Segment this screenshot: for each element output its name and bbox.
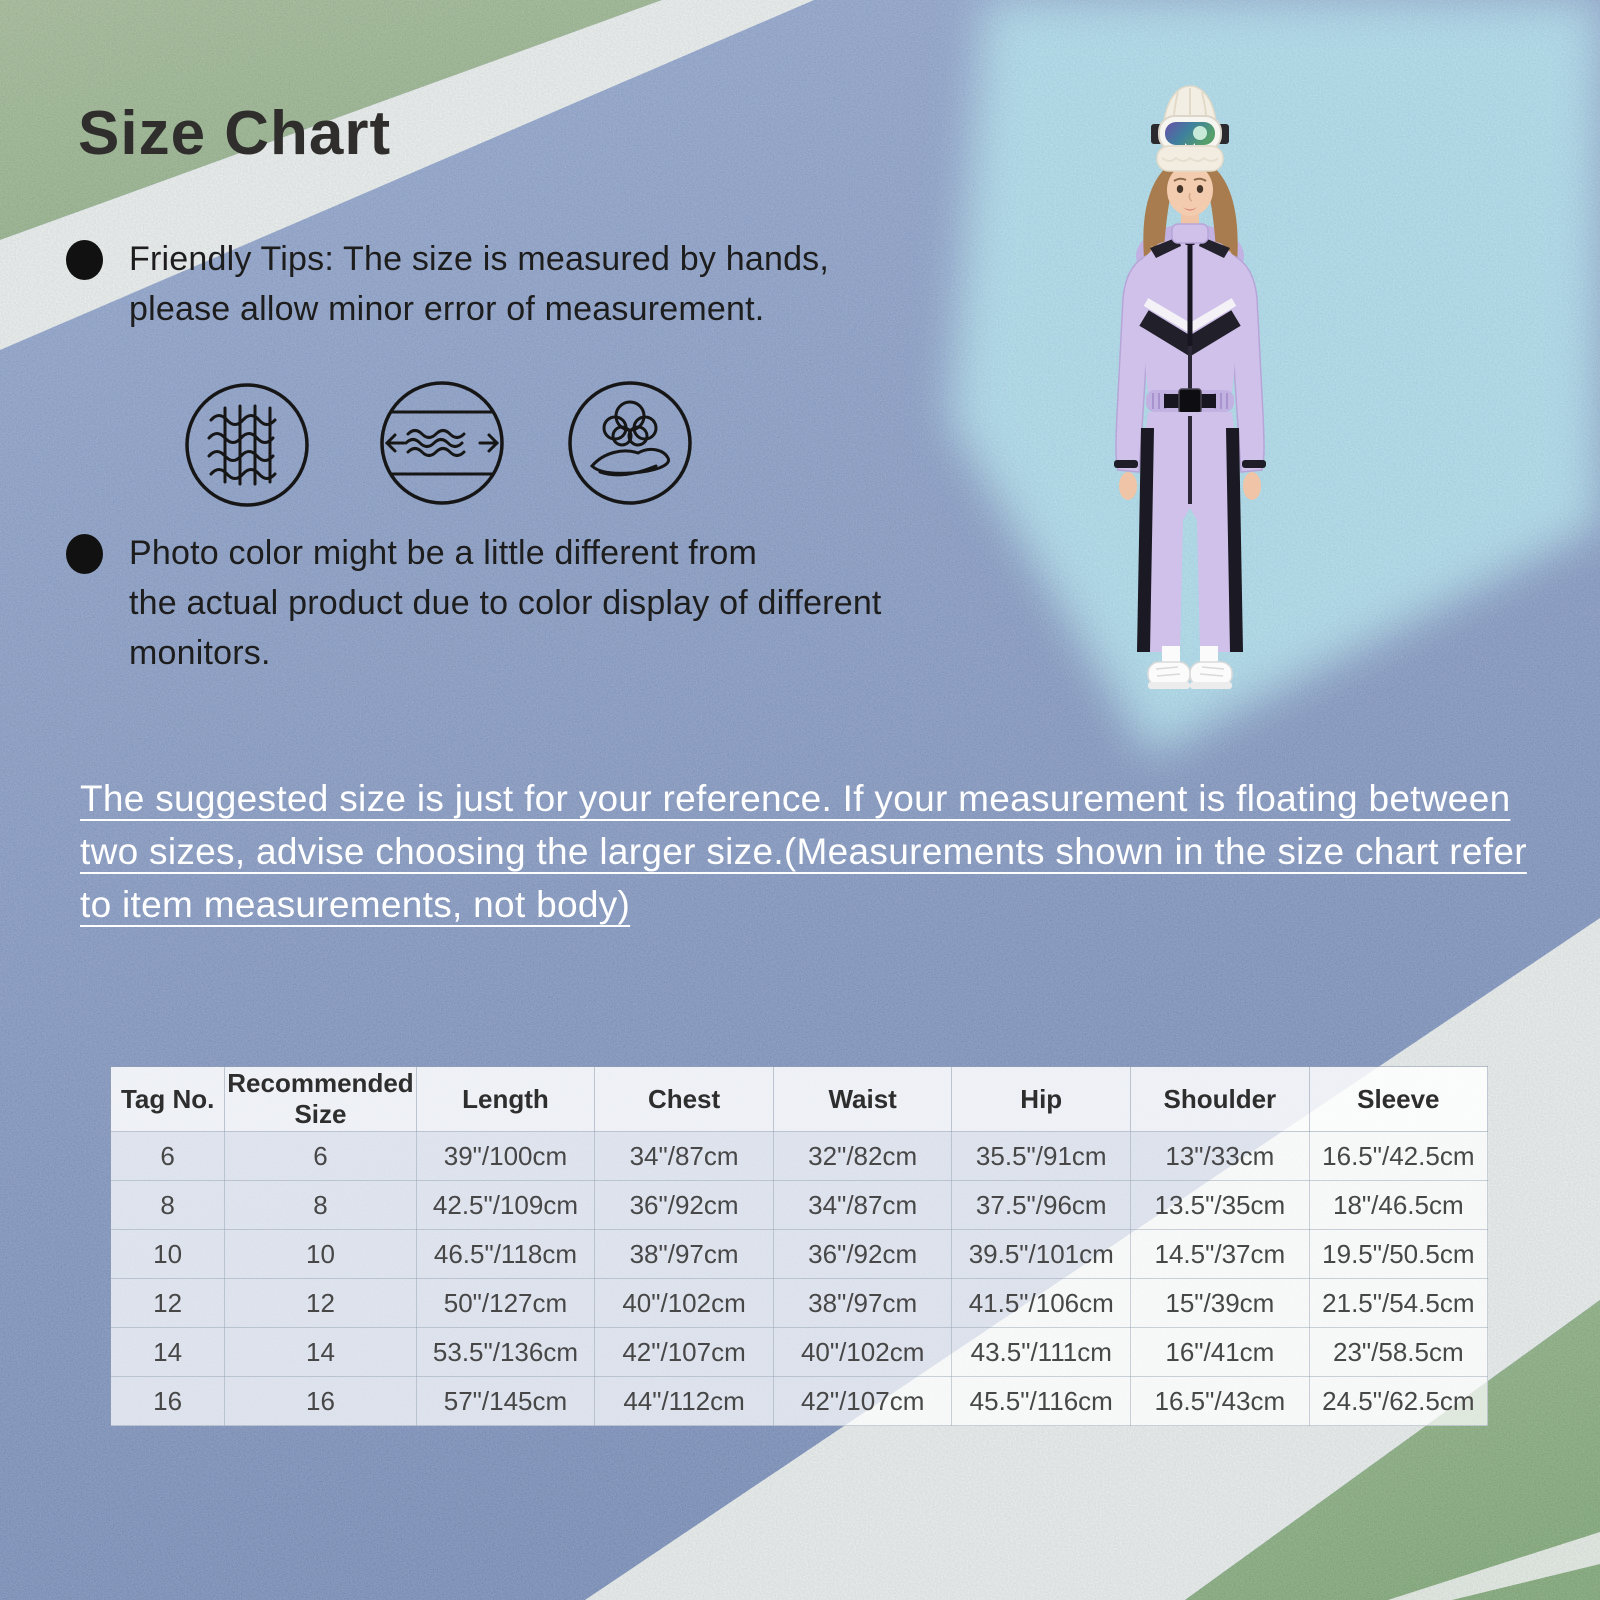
model-figure bbox=[1114, 86, 1266, 689]
bullet-dot-icon bbox=[66, 534, 103, 574]
column-header: Length bbox=[416, 1067, 595, 1132]
table-cell: 36"/92cm bbox=[595, 1181, 774, 1230]
tip-text bbox=[129, 234, 829, 334]
table-cell: 23"/58.5cm bbox=[1309, 1328, 1487, 1377]
table-row bbox=[111, 1279, 1488, 1328]
table-cell: 16.5"/42.5cm bbox=[1309, 1132, 1487, 1181]
table-cell: 8 bbox=[225, 1181, 416, 1230]
table-row bbox=[111, 1132, 1488, 1181]
table-cell: 39.5"/101cm bbox=[952, 1230, 1131, 1279]
table-cell: 14 bbox=[111, 1328, 225, 1377]
table-cell: 38"/97cm bbox=[595, 1230, 774, 1279]
table-cell: 43.5"/111cm bbox=[952, 1328, 1131, 1377]
table-cell: 38"/97cm bbox=[773, 1279, 952, 1328]
tip-item-measurement bbox=[66, 234, 829, 334]
table-cell: 8 bbox=[111, 1181, 225, 1230]
tip-line: please allow minor error of measurement. bbox=[129, 290, 765, 328]
fabric-weave-icon bbox=[187, 385, 307, 505]
table-header-row bbox=[111, 1067, 1488, 1132]
column-header: Recommended Size bbox=[225, 1067, 416, 1132]
tip-line: Photo color might be a little different from bbox=[129, 534, 758, 572]
column-header: Hip bbox=[952, 1067, 1131, 1132]
table-cell: 35.5"/91cm bbox=[952, 1132, 1131, 1181]
table-cell: 42"/107cm bbox=[773, 1377, 952, 1426]
table-cell: 16.5"/43cm bbox=[1131, 1377, 1310, 1426]
table-cell: 12 bbox=[111, 1279, 225, 1328]
size-note-line: to item measurements, not body) bbox=[80, 884, 631, 925]
table-cell: 19.5"/50.5cm bbox=[1309, 1230, 1487, 1279]
tip-line: the actual product due to color display of different bbox=[129, 584, 882, 622]
table-cell: 45.5"/116cm bbox=[952, 1377, 1131, 1426]
column-header: Tag No. bbox=[111, 1067, 225, 1132]
table-row bbox=[111, 1328, 1488, 1377]
column-header: Shoulder bbox=[1131, 1067, 1310, 1132]
table-cell: 46.5"/118cm bbox=[416, 1230, 595, 1279]
column-header: Waist bbox=[773, 1067, 952, 1132]
table-cell: 24.5"/62.5cm bbox=[1309, 1377, 1487, 1426]
cotton-soft-hand-icon bbox=[570, 383, 690, 503]
table-cell: 18"/46.5cm bbox=[1309, 1181, 1487, 1230]
table-cell: 14 bbox=[225, 1328, 416, 1377]
table-cell: 57"/145cm bbox=[416, 1377, 595, 1426]
table-cell: 40"/102cm bbox=[595, 1279, 774, 1328]
table-row bbox=[111, 1181, 1488, 1230]
column-header: Chest bbox=[595, 1067, 774, 1132]
column-header: Sleeve bbox=[1309, 1067, 1487, 1132]
tip-text bbox=[129, 528, 882, 678]
product-model-photo bbox=[1040, 66, 1340, 716]
table-cell: 10 bbox=[111, 1230, 225, 1279]
table-cell: 50"/127cm bbox=[416, 1279, 595, 1328]
size-note bbox=[80, 772, 1560, 931]
table-cell: 12 bbox=[225, 1279, 416, 1328]
breathable-stretch-icon bbox=[382, 383, 502, 503]
table-cell: 36"/92cm bbox=[773, 1230, 952, 1279]
size-note-line: The suggested size is just for your reference. If your measurement is floating between bbox=[80, 778, 1511, 819]
table-cell: 16"/41cm bbox=[1131, 1328, 1310, 1377]
size-table bbox=[110, 1066, 1488, 1426]
table-row bbox=[111, 1377, 1488, 1426]
table-cell: 15"/39cm bbox=[1131, 1279, 1310, 1328]
table-cell: 21.5"/54.5cm bbox=[1309, 1279, 1487, 1328]
table-cell: 6 bbox=[111, 1132, 225, 1181]
table-cell: 37.5"/96cm bbox=[952, 1181, 1131, 1230]
table-row bbox=[111, 1230, 1488, 1279]
table-cell: 42"/107cm bbox=[595, 1328, 774, 1377]
table-cell: 44"/112cm bbox=[595, 1377, 774, 1426]
tip-line: Friendly Tips: The size is measured by hands, bbox=[129, 240, 830, 278]
table-cell: 16 bbox=[111, 1377, 225, 1426]
page-title: Size Chart bbox=[78, 99, 392, 168]
table-cell: 34"/87cm bbox=[773, 1181, 952, 1230]
table-cell: 42.5"/109cm bbox=[416, 1181, 595, 1230]
tip-item-color bbox=[66, 528, 882, 678]
feature-icons bbox=[180, 378, 700, 518]
table-cell: 13"/33cm bbox=[1131, 1132, 1310, 1181]
table-cell: 14.5"/37cm bbox=[1131, 1230, 1310, 1279]
table-cell: 39"/100cm bbox=[416, 1132, 595, 1181]
table-cell: 13.5"/35cm bbox=[1131, 1181, 1310, 1230]
table-cell: 34"/87cm bbox=[595, 1132, 774, 1181]
tip-line: monitors. bbox=[129, 634, 271, 672]
table-cell: 53.5"/136cm bbox=[416, 1328, 595, 1377]
table-cell: 6 bbox=[225, 1132, 416, 1181]
table-cell: 40"/102cm bbox=[773, 1328, 952, 1377]
table-cell: 10 bbox=[225, 1230, 416, 1279]
bullet-dot-icon bbox=[66, 240, 103, 280]
table-cell: 41.5"/106cm bbox=[952, 1279, 1131, 1328]
table-cell: 16 bbox=[225, 1377, 416, 1426]
size-note-line: two sizes, advise choosing the larger size.(Measurements shown in the size chart refer bbox=[80, 831, 1527, 872]
table-cell: 32"/82cm bbox=[773, 1132, 952, 1181]
